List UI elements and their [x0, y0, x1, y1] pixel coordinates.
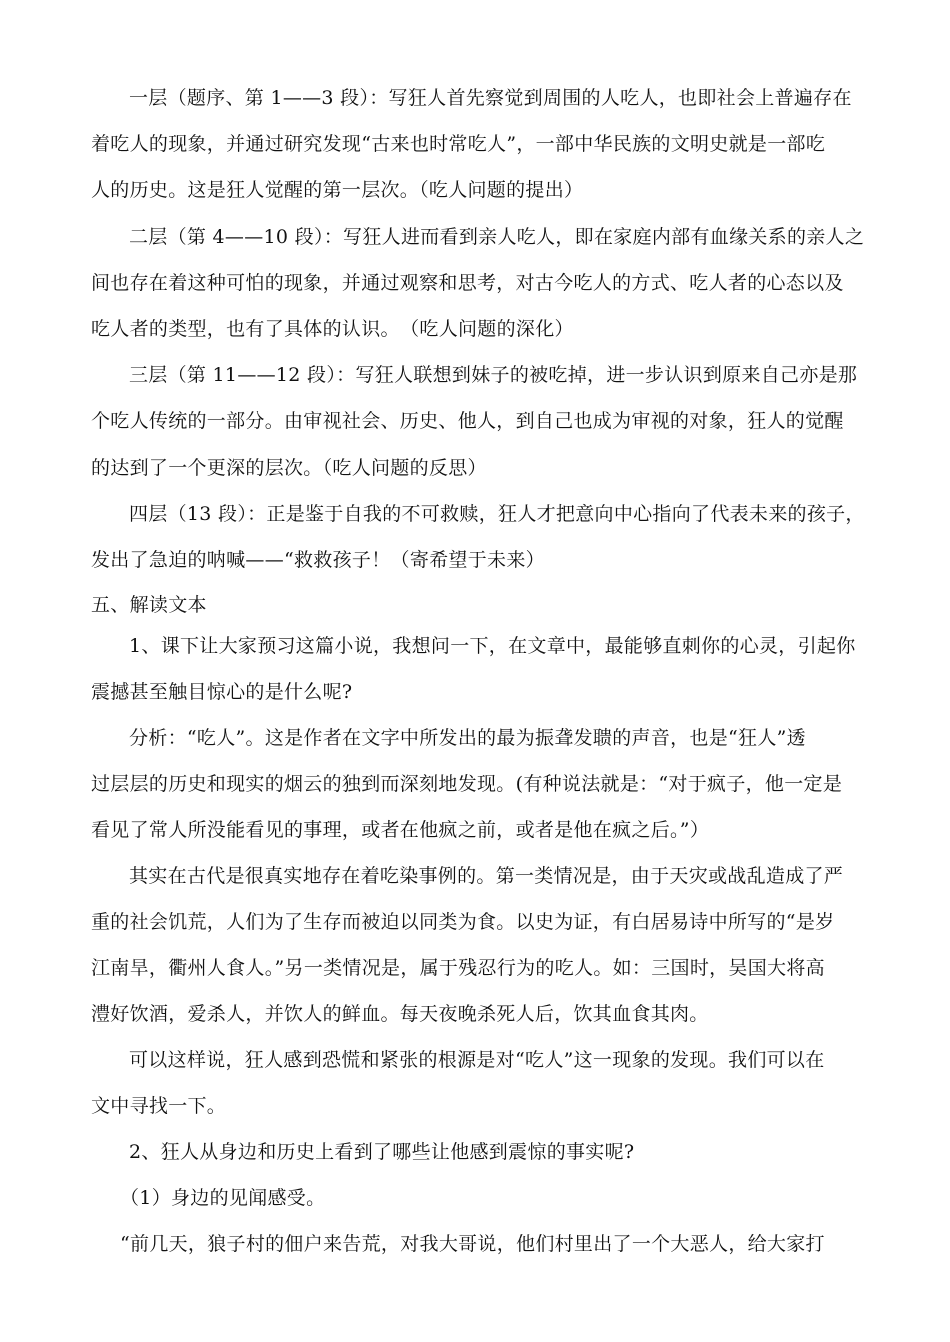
paragraph-line: 看见了常人所没能看见的事理，或者在他疯之前，或者是他在疯之后。”） — [91, 819, 710, 841]
paragraph-line: （1）身边的见闻感受。 — [120, 1187, 326, 1209]
section-heading: 五、解读文本 — [91, 594, 207, 616]
paragraph-line: “前几天，狼子村的佃户来告荒，对我大哥说，他们村里出了一个大恶人，给大家打 — [120, 1233, 825, 1255]
paragraph-line: 吃人者的类型，也有了具体的认识。 （吃人问题的深化） — [91, 318, 574, 340]
paragraph-line: 一层（题序、第 1——3 段）：写狂人首先察觉到周围的人吃人，也即社会上普遍存在 — [129, 87, 852, 109]
paragraph-line: 澧好饮酒，爱杀人，并饮人的鲜血。每天夜晚杀死人后，饮其血食其肉。 — [91, 1003, 709, 1025]
paragraph-line: 其实在古代是很真实地存在着吃染事例的。第一类情况是，由于天灾或战乱造成了严 — [129, 865, 844, 887]
paragraph-line: 分析：“吃人”。这是作者在文字中所发出的最为振聋发聩的声音，也是“狂人”透 — [129, 727, 806, 749]
paragraph-line: 个吃人传统的一部分。由审视社会、历史、他人，到自己也成为审视的对象，狂人的觉醒 — [91, 410, 844, 432]
paragraph-line: 2、狂人从身边和历史上看到了哪些让他感到震惊的事实呢? — [129, 1141, 635, 1163]
paragraph-line: 江南旱，衢州人食人。”另一类情况是，属于残忍行为的吃人。如：三国时，吴国大将高 — [91, 957, 825, 979]
paragraph-line: 三层（第 11——12 段）：写狂人联想到妹子的被吃掉，进一步认识到原来自己亦是那 — [129, 364, 858, 386]
paragraph-line: 着吃人的现象，并通过研究发现“古来也时常吃人”，一部中华民族的文明史就是一部吃 — [91, 133, 826, 155]
paragraph-line: 文中寻找一下。 — [91, 1095, 227, 1117]
paragraph-line: 震撼甚至触目惊心的是什么呢? — [91, 681, 353, 703]
paragraph-line: 四层（13 段）：正是鉴于自我的不可救赎，狂人才把意向中心指向了代表未来的孩子， — [129, 503, 865, 525]
paragraph-line: 发出了急迫的呐喊——“救救孩子！（寄希望于未来） — [91, 549, 545, 571]
paragraph-line: 重的社会饥荒，人们为了生存而被迫以同类为食。以史为证，有白居易诗中所写的“是岁 — [91, 911, 835, 933]
paragraph-line: 人的历史。这是狂人觉醒的第一层次。（吃人问题的提出） — [91, 179, 584, 201]
paragraph-line: 间也存在着这种可怕的现象，并通过观察和思考，对古今吃人的方式、吃人者的心态以及 — [91, 272, 844, 294]
paragraph-line: 可以这样说，狂人感到恐慌和紧张的根源是对“吃人”这一现象的发现。我们可以在 — [129, 1049, 825, 1071]
paragraph-line: 1、课下让大家预习这篇小说，我想问一下，在文章中，最能够直刺你的心灵，引起你 — [129, 635, 856, 657]
paragraph-line: 的达到了一个更深的层次。（吃人问题的反思） — [91, 457, 487, 479]
paragraph-line: 二层（第 4——10 段）：写狂人进而看到亲人吃人，即在家庭内部有血缘关系的亲人之 — [129, 226, 865, 248]
paragraph-line: 过层层的历史和现实的烟云的独到而深刻地发现。(有种说法就是：“对于疯子，他一定是 — [91, 773, 843, 795]
